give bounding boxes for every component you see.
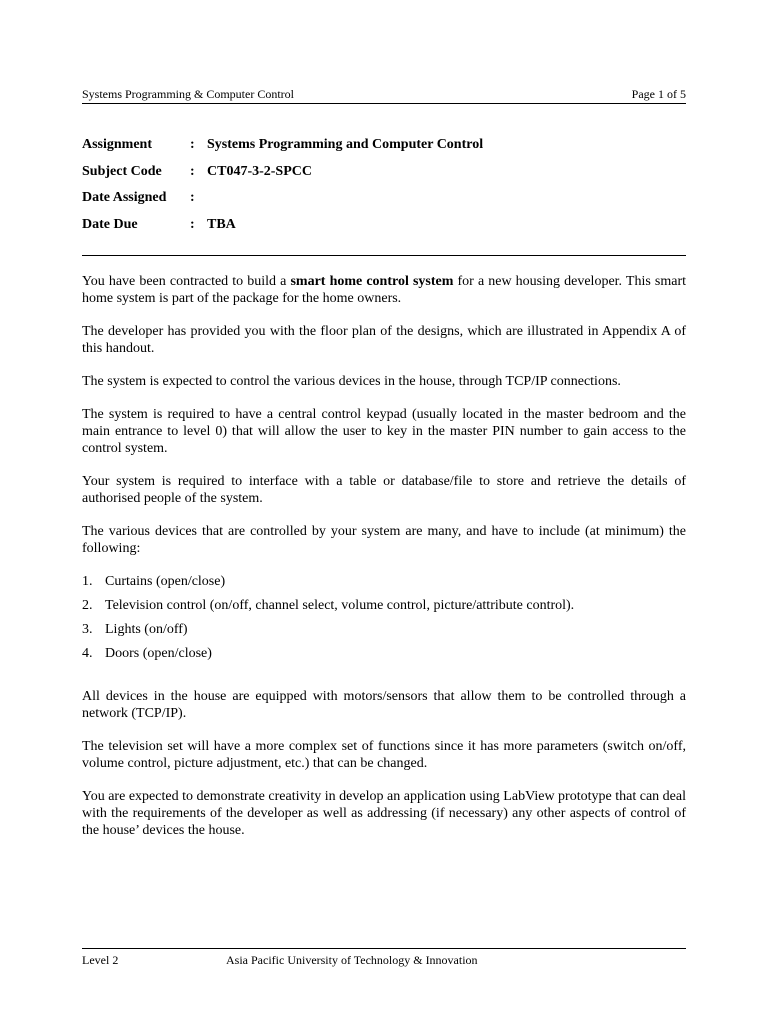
meta-row-subject-code — [82, 162, 686, 189]
list-item-text: Television control (on/off, channel select, volume control, picture/attribute control). — [105, 598, 575, 613]
list-item-text: Doors (open/close) — [105, 646, 212, 661]
meta-colon: : — [190, 216, 195, 232]
paragraph-tcpip: The system is expected to control the various devices in the house, through TCP/IP connections. — [82, 374, 621, 389]
running-footer — [82, 948, 686, 967]
document-body — [82, 273, 686, 855]
list-number: 1. — [82, 574, 93, 589]
paragraph-text: for a new housing developer. This smart home system is part of the package for the home owners. — [82, 274, 686, 306]
list-item-text: Curtains (open/close) — [105, 574, 226, 589]
list-number: 4. — [82, 646, 93, 661]
paragraph-emphasis: smart home control system — [290, 274, 454, 289]
list-number: 3. — [82, 622, 93, 637]
divider — [82, 255, 686, 256]
footer-level: Level 2 — [82, 953, 119, 967]
meta-value: TBA — [207, 216, 236, 232]
meta-label: Subject Code — [82, 163, 162, 179]
paragraph-television: The television set will have a more complex set of functions since it has more parameters (switch on/off, volume control, picture adjustment, etc.) that can be changed. — [82, 739, 686, 771]
paragraph-keypad: The system is required to have a central control keypad (usually located in the master bedroom and the main entrance to level 0) that will allow the user to key in the master PIN number to gain access to the control system. — [82, 407, 686, 456]
meta-row-date-due — [82, 215, 686, 242]
list-item — [82, 573, 686, 590]
spacer — [82, 678, 686, 688]
paragraph-motors: All devices in the house are equipped with motors/sensors that allow them to be controlled through a network (TCP/IP). — [82, 689, 686, 721]
paragraph-labview: You are expected to demonstrate creativity in develop an application using LabView prototype that can deal with the requirements of the developer as well as addressing (if necessary) any other aspects of control of the house’ devices the house. — [82, 789, 686, 838]
paragraph-intro — [82, 273, 686, 307]
footer-institution: Asia Pacific University of Technology & Innovation — [226, 953, 478, 967]
paragraph-floor-plan: The developer has provided you with the floor plan of the designs, which are illustrated in Appendix A of this handout. — [82, 324, 686, 356]
list-item — [82, 645, 686, 662]
meta-colon: : — [190, 190, 195, 206]
header-page-number: Page 1 of 5 — [631, 87, 686, 101]
meta-row-date-assigned — [82, 188, 686, 215]
header-course-title: Systems Programming & Computer Control — [82, 87, 294, 101]
meta-label: Date Assigned — [82, 190, 167, 206]
paragraph-database: Your system is required to interface with a table or database/file to store and retrieve the details of authorised people of the system. — [82, 474, 686, 506]
running-header — [82, 86, 686, 104]
meta-colon: : — [190, 163, 195, 179]
meta-label: Assignment — [82, 137, 153, 152]
list-number: 2. — [82, 598, 93, 613]
list-item-text: Lights (on/off) — [105, 622, 188, 637]
meta-value: CT047-3-2-SPCC — [207, 163, 312, 179]
paragraph-text: You have been contracted to build a — [82, 274, 291, 289]
list-item — [82, 621, 686, 638]
meta-label: Date Due — [82, 216, 138, 232]
meta-value: Systems Programming and Computer Control — [207, 137, 484, 152]
paragraph-devices: The various devices that are controlled by your system are many, and have to include (at minimum) the following: — [82, 524, 686, 556]
meta-colon: : — [190, 137, 195, 152]
meta-row-assignment — [82, 135, 686, 162]
device-list — [82, 573, 686, 662]
document-page — [82, 0, 686, 1024]
list-item — [82, 597, 686, 614]
assignment-details — [82, 135, 686, 241]
